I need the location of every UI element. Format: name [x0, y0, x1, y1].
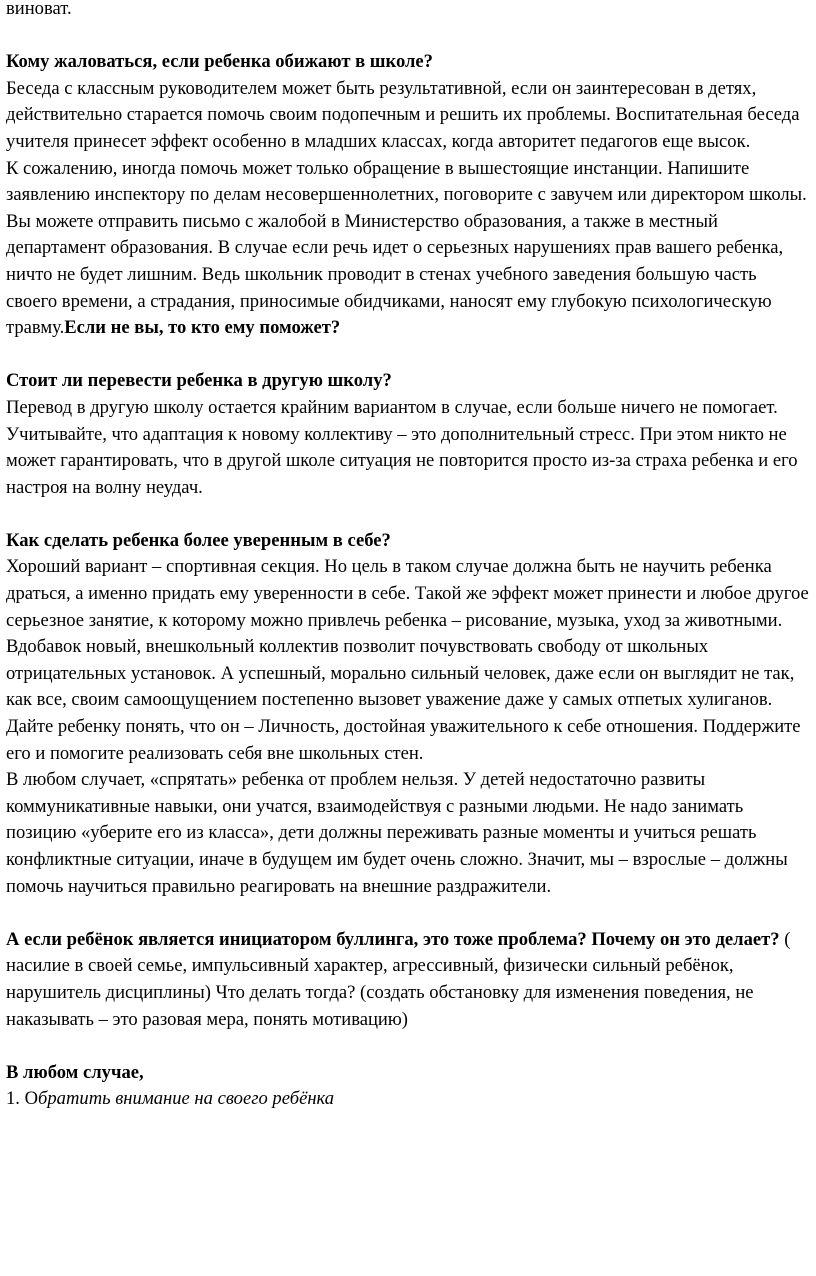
blank-line	[6, 23, 810, 50]
section-heading-transfer: Стоит ли перевести ребенка в другую школу?	[6, 370, 392, 392]
list-item-number: 1. О	[6, 1088, 39, 1110]
paragraph-bold-text: Если не вы, то кто ему поможет?	[64, 317, 341, 339]
paragraph: Дайте ребенку понять, что он – Личность, достойная уважительного к себе отношения. Поддержите его и помогите реализовать себя вне школьных стен.	[6, 716, 801, 764]
intro-tail: виноват.	[6, 0, 72, 19]
paragraph: В любом случает, «спрятать» ребенка от проблем нельзя. У детей недостаточно развиты коммуникативные навыки, они учатся, взаимодействуя с разными людьми. Не надо занимать позицию «уберите его из класса», дети должны переживать разные моменты и учиться решать конфликтные ситуации, иначе в будущем им будет очень сложно. Значит, мы – взрослые – должны помочь научиться правильно реагировать на внешние раздражители.	[6, 769, 788, 897]
section-heading-complaint: Кому жаловаться, если ребенка обижают в школе?	[6, 51, 433, 73]
paragraph: Перевод в другую школу остается крайним вариантом в случае, если больше ничего не помогает. Учитывайте, что адаптация к новому коллективу – это дополнительный стресс. При этом никто не может гарантировать, что в другой школе ситуация не повторится просто из-за страха ребенка и его настроя на волну неудач.	[6, 396, 798, 498]
section-heading-initiator: А если ребёнок является инициатором буллинга, это тоже проблема? Почему он это делает?	[6, 928, 780, 950]
paragraph: Беседа с классным руководителем может быть результативной, если он заинтересован в детях, действительно старается помочь своим подопечным и решить их проблемы. Воспитательная беседа учителя принесет эффект особенно в младших классах, когда авторитет педагогов еще высок.	[6, 77, 800, 152]
paragraph: Хороший вариант – спортивная секция. Но цель в таком случае должна быть не научить ребенка драться, а именно придать ему уверенности в себе. Такой же эффект может принести и любое другое серьезное занятие, к которому можно привлечь ребенка – рисование, музыка, уход за животными. Вдобавок новый, внешкольный коллектив позволит почувствовать свободу от школьных отрицательных установок. А успешный, морально сильный человек, даже если он выглядит не так, как все, своим самоощущением постепенно вызовет уважение даже у самых отпетых хулиганов.	[6, 556, 809, 711]
list-item-text: братить внимание на своего ребёнка	[38, 1088, 335, 1110]
section-heading-confidence: Как сделать ребенка более уверенным в себе?	[6, 529, 391, 551]
blank-line	[6, 342, 810, 369]
list-item	[6, 1086, 810, 1113]
paragraph	[6, 156, 810, 342]
paragraph-text: ( насилие в своей семье, импульсивный характер, агрессивный, физически сильный ребёнок, нарушитель дисциплины) Что делать тогда? (создать обстановку для изменения поведения, не наказывать – это разовая мера, понять мотивацию)	[6, 928, 791, 1030]
paragraph	[6, 927, 810, 1033]
blank-line	[6, 501, 810, 528]
section-heading-anyway: В любом случае,	[6, 1061, 144, 1083]
paragraph-text: К сожалению, иногда помочь может только обращение в вышестоящие инстанции. Напишите заявлению инспектору по делам несовершеннолетних, поговорите с завучем или директором школы. Вы можете отправить письмо с жалобой в Министерство образования, а также в местный департамент образования. В случае если речь идет о серьезных нарушениях прав вашего ребенка, ничто не будет лишним. Ведь школьник проводит в стенах учебного заведения большую часть своего времени, а страдания, приносимые обидчиками, наносят ему глубокую психологическую травму.	[6, 157, 807, 339]
blank-line	[6, 900, 810, 927]
blank-line	[6, 1033, 810, 1060]
